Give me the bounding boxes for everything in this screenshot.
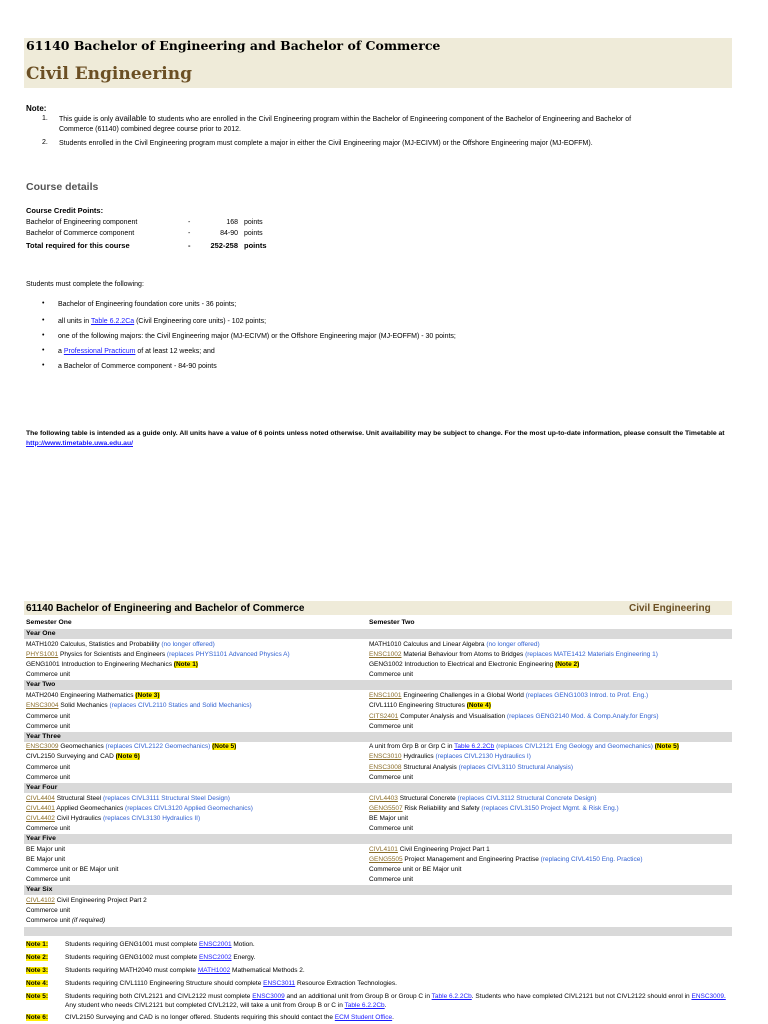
unit-cell: MATH2040 Engineering Mathematics (Note 3)	[26, 692, 160, 699]
note-badge: (Note 5)	[654, 743, 679, 750]
unit-code-link[interactable]: CIVL4102	[26, 897, 55, 904]
unit-cell: A unit from Grp B or Grp C in Table 6.2.2Cb (replaces CIVL2121 Eng Geology and Geomechanics) (Note 5)	[369, 743, 679, 750]
footnote-text: Students requiring MATH2040 must complete MATH1002 Mathematical Methods 2.	[65, 967, 305, 974]
unit-code-link[interactable]: ENSC3008	[369, 764, 402, 771]
year-row: Year One	[24, 629, 732, 639]
footnote-label: Note 5:	[26, 993, 49, 1000]
unit-cell: Commerce unit	[369, 825, 414, 832]
footnote-link[interactable]: ENSC3009	[252, 993, 285, 1000]
unit-cell: ENSC3004 Solid Mechanics (replaces CIVL2110 Statics and Solid Mechanics)	[26, 702, 252, 709]
note-badge: (Note 2)	[555, 661, 580, 668]
note-number: 2.	[42, 139, 48, 146]
table-6-2-2cb-link[interactable]: Table 6.2.2Cb	[454, 743, 495, 750]
table-footer	[24, 927, 732, 936]
unit-cell: Commerce unit	[26, 713, 71, 720]
note-badge: (Note 4)	[466, 702, 491, 709]
year-row: Year Four	[24, 783, 732, 793]
unit-code-link[interactable]: ENSC1001	[369, 692, 402, 699]
footnote-link[interactable]: ENSC2002	[199, 954, 232, 961]
unit-cell: ENSC3008 Structural Analysis (replaces CIVL3110 Structural Analysis)	[369, 764, 574, 771]
ecm-student-office-link[interactable]: ECM Student Office	[334, 1014, 393, 1021]
unit-cell: Commerce unit	[26, 907, 71, 914]
unit-cell: Commerce unit	[369, 876, 414, 883]
footnote-label: Note 4:	[26, 980, 49, 987]
unit-cell: PHYS1001 Physics for Scientists and Engineers (replaces PHYS1101 Advanced Physics A)	[26, 651, 290, 658]
unit-cell: Commerce unit or BE Major unit	[26, 866, 119, 873]
unit-cell: GENG5505 Project Management and Engineering Practise (replacing CIVL4150 Eng. Practice)	[369, 856, 643, 863]
footnote-link[interactable]: MATH1002	[197, 967, 231, 974]
unit-cell: GENG1002 Introduction to Electrical and Electronic Engineering (Note 2)	[369, 661, 580, 668]
year-row: Year Five	[24, 834, 732, 844]
unit-code-link[interactable]: GENG5505	[369, 856, 403, 863]
unit-cell: CIVL4402 Civil Hydraulics (replaces CIVL3130 Hydraulics II)	[26, 815, 201, 822]
table-title: 61140 Bachelor of Engineering and Bachelor of Commerce	[26, 603, 305, 614]
course-subtitle: 61140 Bachelor of Engineering and Bachelor of Commerce	[26, 38, 441, 53]
professional-practicum-link[interactable]: Professional Practicum	[63, 348, 136, 355]
unit-code-link[interactable]: PHYS1001	[26, 651, 59, 658]
note-badge: (Note 6)	[115, 753, 140, 760]
bullet-icon: •	[42, 347, 45, 354]
footnote-text: Students requiring GENG1001 must complete ENSC2001 Motion.	[65, 941, 255, 948]
unit-code-link[interactable]: CIVL4403	[369, 795, 398, 802]
year-row: Year Three	[24, 732, 732, 742]
unit-code-link[interactable]: CIVL4101	[369, 846, 398, 853]
unit-cell: CIVL4403 Structural Concrete (replaces CIVL3112 Structural Concrete Design)	[369, 795, 597, 802]
note-heading: Note:	[26, 104, 47, 113]
footnote-link[interactable]: ENSC3011	[263, 980, 296, 987]
unit-cell: Commerce unit	[369, 723, 414, 730]
note-badge: (Note 5)	[212, 743, 237, 750]
bullet-icon: •	[42, 317, 45, 324]
unit-code-link[interactable]: CIVL4401	[26, 805, 55, 812]
semester-two-heading: Semester Two	[369, 619, 415, 626]
footnote-label: Note 1:	[26, 941, 49, 948]
year-row: Year Two	[24, 680, 732, 690]
unit-cell: Commerce unit	[26, 876, 71, 883]
footnote-label: Note 6:	[26, 1014, 49, 1021]
unit-cell: ENSC1002 Material Behaviour from Atoms to Bridges (replaces MATE1412 Materials Engineering 1)	[369, 651, 658, 658]
credit-row: Bachelor of Engineering component - 168 points	[26, 219, 263, 226]
unit-code-link[interactable]: CIVL4404	[26, 795, 55, 802]
unit-cell: GENG1001 Introduction to Engineering Mechanics (Note 1)	[26, 661, 198, 668]
credit-row: Bachelor of Commerce component - 84-90 points	[26, 230, 263, 237]
semester-one-heading: Semester One	[26, 619, 72, 626]
unit-cell: CITS2401 Computer Analysis and Visualisation (replaces GENG2140 Mod. & Comp.Analy.for Engrs)	[369, 713, 659, 720]
unit-cell: ENSC3010 Hydraulics (replaces CIVL2130 Hydraulics I)	[369, 753, 531, 760]
note-item-2: Students enrolled in the Civil Engineering program must complete a major in either the Civil Engineering major (MJ-ECIVM) or the Offshore Engineering major (MJ-EOFFM).	[59, 140, 593, 147]
requirement-item: one of the following majors: the Civil Engineering major (MJ-ECIVM) or the Offshore Engineering major (MJ-EOFFM) - 30 points;	[58, 333, 456, 340]
unit-cell: Commerce unit	[26, 671, 71, 678]
requirement-item: Bachelor of Engineering foundation core units - 36 points;	[58, 301, 237, 308]
unit-code-link[interactable]: ENSC3004	[26, 702, 59, 709]
unit-cell: CIVL4401 Applied Geomechanics (replaces CIVL3120 Applied Geomechanics)	[26, 805, 253, 812]
unit-cell: Commerce unit	[26, 764, 71, 771]
requirement-item: a Bachelor of Commerce component - 84-90 points	[58, 363, 217, 370]
unit-code-link[interactable]: GENG5507	[369, 805, 403, 812]
footnote-text: Students requiring both CIVL2121 and CIVL2122 must complete ENSC3009 and an additional unit from Group B or Group C in Table 6.2.2Cb. Students who have completed CIVL2121 but not CIVL2122 should enrol in ENSC3009. Any student who needs CIVL2121 but completed CIVL2122, will take a unit from Group B or C in Table 6.2.2Cb.	[65, 993, 726, 1009]
footnote-text: Students requiring CIVL1110 Engineering Structure should complete ENSC3011 Resource Extraction Technologies.	[65, 980, 397, 987]
table-6-2-2ca-link[interactable]: Table 6.2.2Ca	[90, 318, 135, 325]
requirement-item: all units in Table 6.2.2Ca (Civil Engineering core units) - 102 points;	[58, 318, 267, 325]
footnote-text: Students requiring GENG1002 must complete ENSC2002 Energy.	[65, 954, 256, 961]
note-badge: (Note 3)	[135, 692, 160, 699]
unit-cell: BE Major unit	[26, 856, 66, 863]
year-row: Year Six	[24, 885, 732, 895]
requirements-intro: Students must complete the following:	[26, 281, 144, 288]
bullet-icon: •	[42, 300, 45, 307]
bullet-icon: •	[42, 362, 45, 369]
unit-cell: MATH1020 Calculus, Statistics and Probability (no longer offered)	[26, 641, 215, 648]
course-details-heading: Course details	[26, 181, 99, 193]
credit-total-row: Total required for this course - 252-258 points	[26, 241, 267, 250]
unit-cell: Commerce unit or BE Major unit	[369, 866, 462, 873]
page-title: Civil Engineering	[26, 64, 193, 84]
unit-cell: ENSC3009 Geomechanics (replaces CIVL2122 Geomechanics) (Note 5)	[26, 743, 237, 750]
unit-code-link[interactable]: ENSC3010	[369, 753, 402, 760]
unit-cell: CIVL4101 Civil Engineering Project Part 1	[369, 846, 490, 853]
guide-text: The following table is intended as a guide only. All units have a value of 6 points unless noted otherwise. Unit availability may be subject to change. For the most up-to-date information, please consult the Timetable at http://www.timetable.uwa.edu.au/	[26, 430, 725, 447]
footnote-link[interactable]: Table 6.2.2Cb	[344, 1002, 385, 1009]
unit-cell: CIVL4102 Civil Engineering Project Part 2	[26, 897, 147, 904]
unit-cell: Commerce unit	[26, 723, 71, 730]
unit-cell: Commerce unit	[26, 774, 71, 781]
unit-code-link[interactable]: ENSC3009	[26, 743, 59, 750]
footnote-text: CIVL2150 Surveying and CAD is no longer offered. Students requiring this should contact the ECM Student Office.	[65, 1014, 394, 1021]
unit-cell: CIVL2150 Surveying and CAD (Note 6)	[26, 753, 140, 760]
bullet-icon: •	[42, 332, 45, 339]
unit-code-link[interactable]: CITS2401	[369, 713, 399, 720]
unit-code-link[interactable]: CIVL4402	[26, 815, 55, 822]
unit-cell: GENG5507 Risk Reliability and Safety (replaces CIVL3150 Project Mgmt. & Risk Eng.)	[369, 805, 619, 812]
footnote-link[interactable]: Table 6.2.2Cb	[431, 993, 472, 1000]
credit-points-heading: Course Credit Points:	[26, 206, 104, 215]
footnote-label: Note 3:	[26, 967, 49, 974]
note-badge: (Note 1)	[173, 661, 198, 668]
unit-cell: Commerce unit	[369, 774, 414, 781]
unit-cell: Commerce unit	[369, 671, 414, 678]
unit-cell: BE Major unit	[26, 846, 66, 853]
unit-code-link[interactable]: ENSC1002	[369, 651, 402, 658]
requirement-item: a Professional Practicum of at least 12 weeks; and	[58, 348, 215, 355]
unit-cell: CIVL1110 Engineering Structures (Note 4)	[369, 702, 491, 709]
unit-cell: ENSC1001 Engineering Challenges in a Global World (replaces GENG1003 Introd. to Prof. Eng.)	[369, 692, 649, 699]
note-number: 1.	[42, 115, 48, 122]
table-right-title: Civil Engineering	[629, 603, 711, 614]
unit-cell: Commerce unit (if required)	[26, 917, 106, 924]
unit-cell: BE Major unit	[369, 815, 409, 822]
unit-cell: Commerce unit	[26, 825, 71, 832]
unit-cell: CIVL4404 Structural Steel (replaces CIVL3111 Structural Steel Design)	[26, 795, 230, 802]
footnote-link[interactable]: ENSC3009.	[691, 993, 726, 1000]
footnote-label: Note 2:	[26, 954, 49, 961]
unit-cell: MATH1010 Calculus and Linear Algebra (no longer offered)	[369, 641, 540, 648]
note-item-1: This guide is only available to students who are enrolled in the Civil Engineering program within the Bachelor of Engineering component of the Bachelor of Engineering and Bachelor of Commerce (61140) combined degree course prior to 2012.	[59, 114, 632, 133]
timetable-link[interactable]: http://www.timetable.uwa.edu.au/	[26, 439, 133, 447]
footnote-link[interactable]: ENSC2001	[199, 941, 232, 948]
